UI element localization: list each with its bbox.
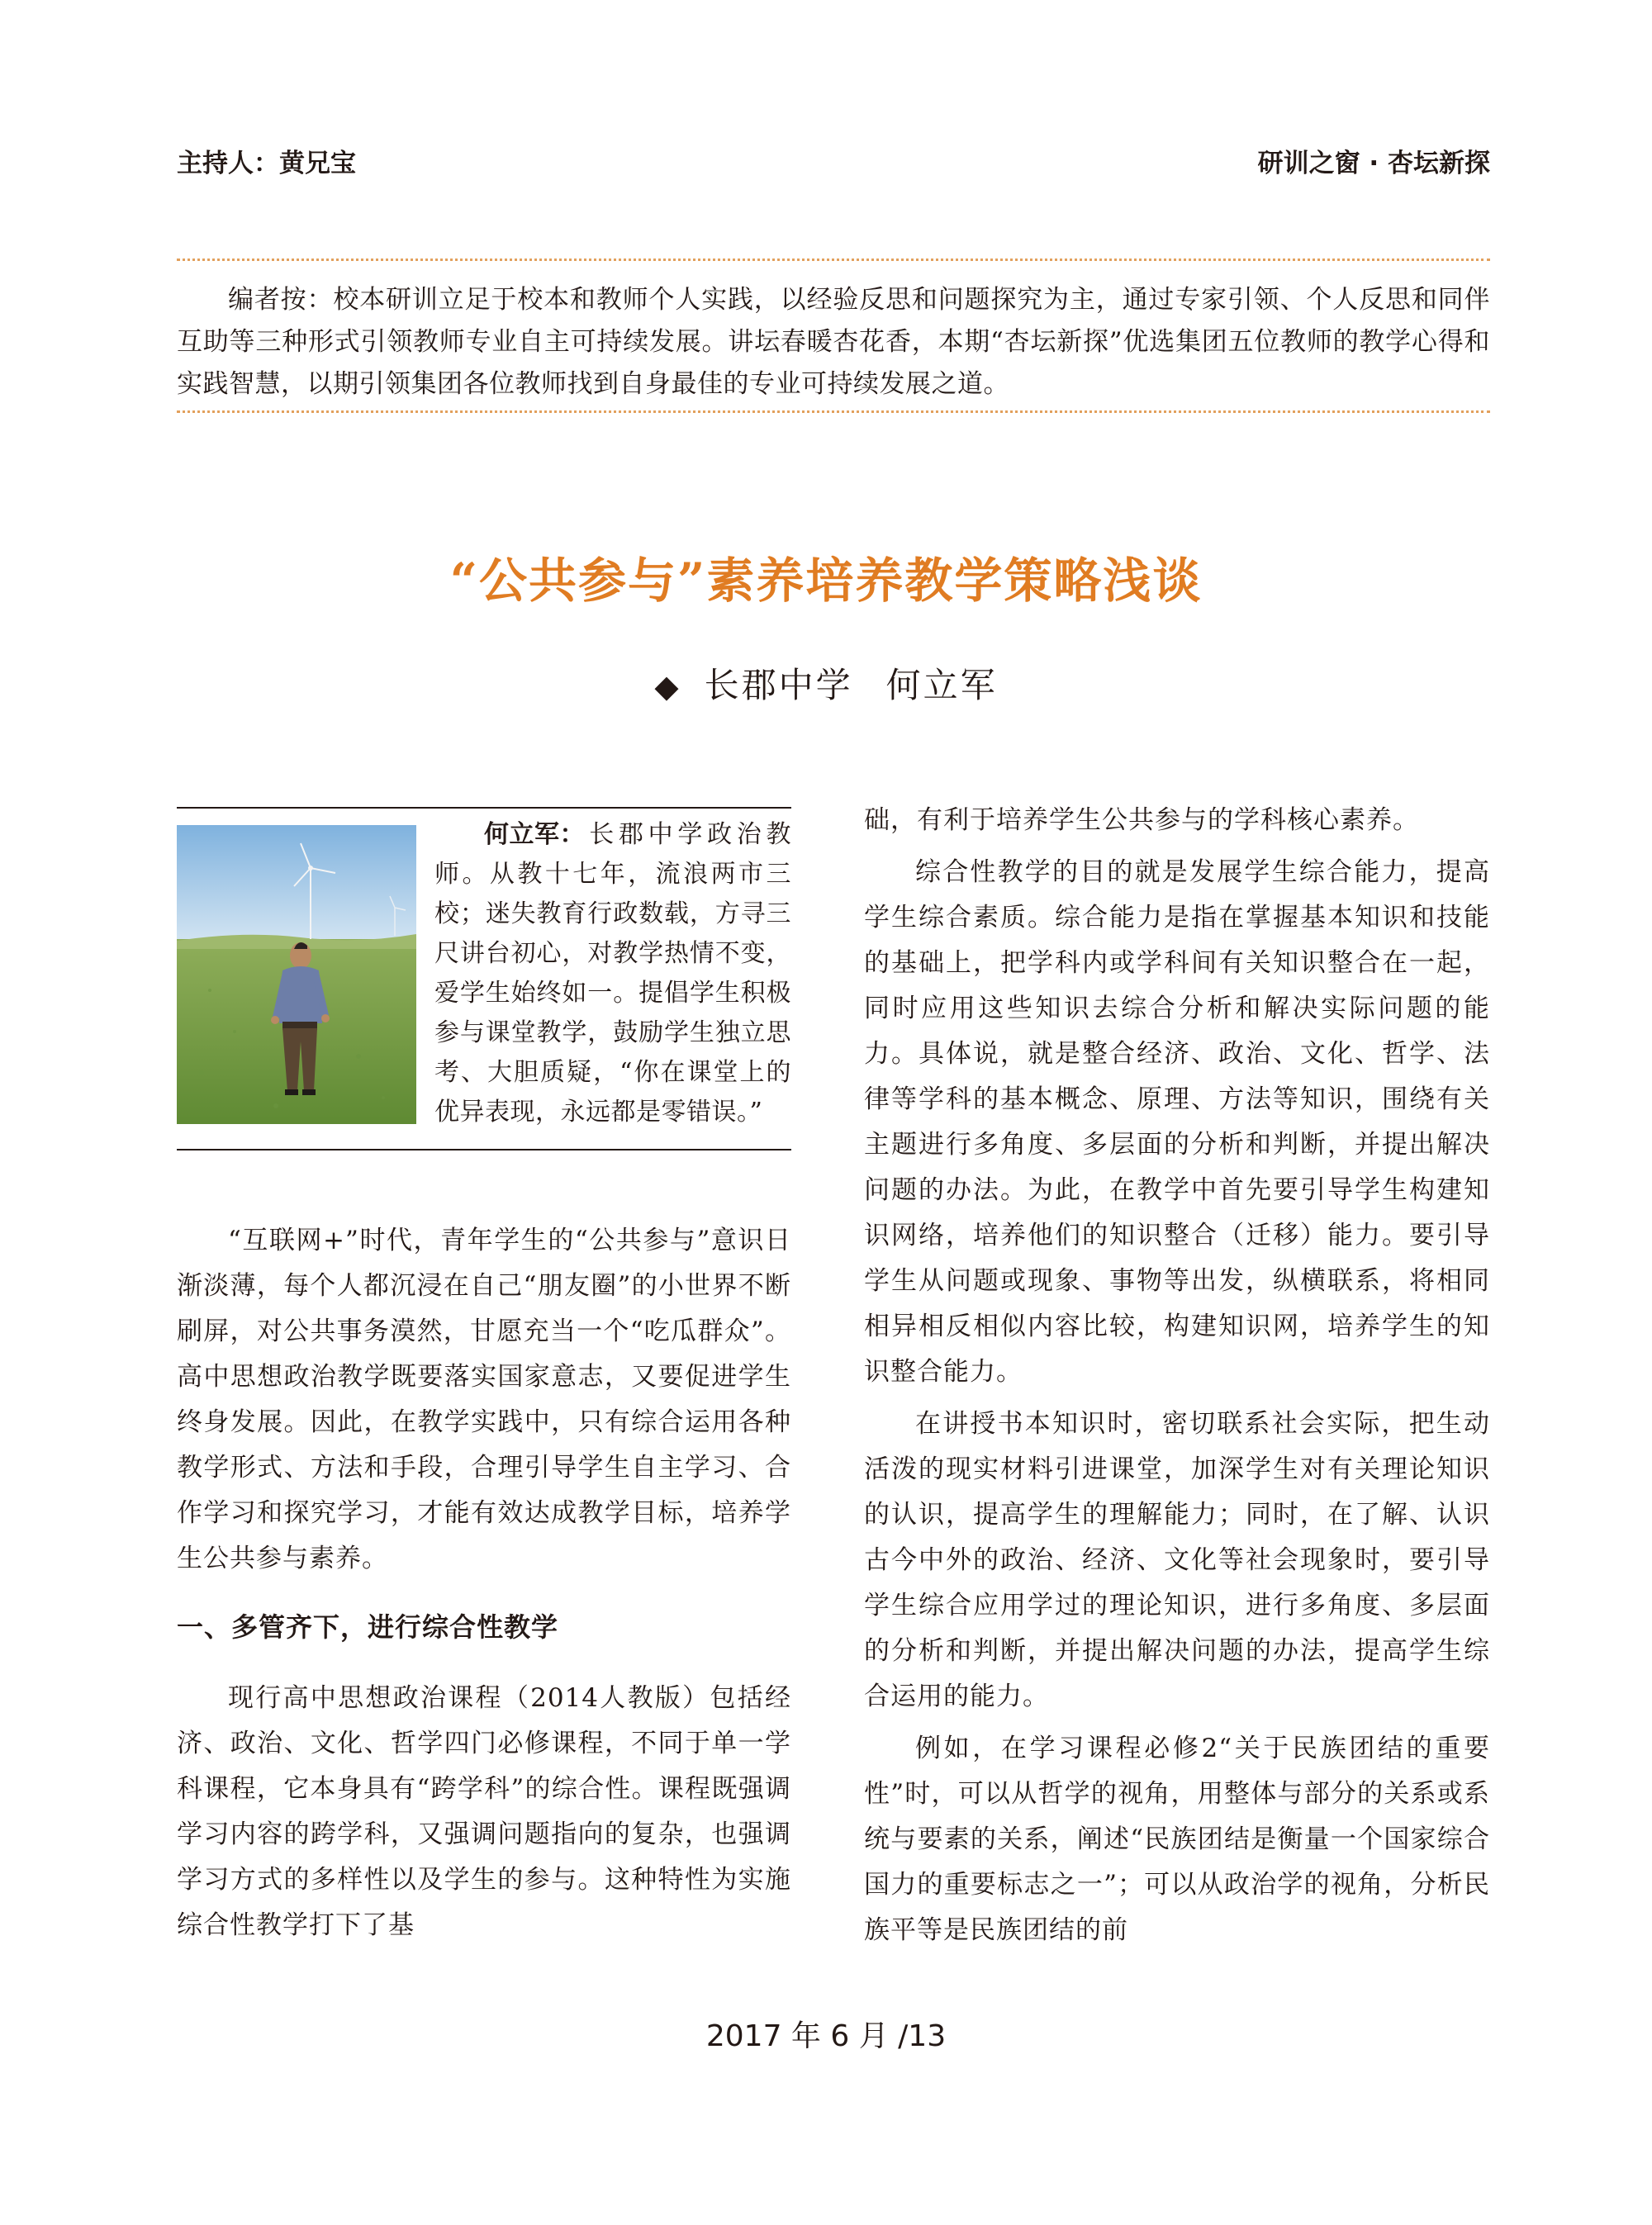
article-byline <box>0 661 1652 711</box>
author-bio-box <box>177 807 791 1150</box>
header-column-name: 研训之窗 · 杏坛新探 <box>1257 149 1490 178</box>
bio-rule-top <box>177 807 791 809</box>
author-school: 长郡中学 <box>704 665 853 705</box>
author-bio <box>434 815 791 1132</box>
paragraph-comprehensive-teaching: 综合性教学的目的就是发展学生综合能力，提高学生综合素质。综合能力是指在掌握基本知识和技能的基础上，把学科内或学科间有关知识整合在一起，同时应用这些知识去综合分析和解决实际问题的能力。具体说，就是整合经济、政治、文化、哲学、法律等学科的基本概念、原理、方法等知识，围绕有关主题进行多角度、多层面的分析和判断，并提出解决问题的办法。为此，在教学中首先要引导学生构建知识网络，培养他们的知识整合（迁移）能力。要引导学生从问题或现象、事物等出发，纵横联系，将相同相异相反相似内容比较，构建知识网，培养学生的知识整合能力。 <box>864 857 1490 1387</box>
page-footer: 2017 年 6 月 /13 <box>705 2019 947 2053</box>
bio-description: 长郡中学政治教师。从教十七年，流浪两市三校；迷失教育行政数载，方寻三尺讲台初心，对教学热情不变，爱学生始终如一。提倡学生积极参与课堂教学，鼓励学生独立思考、大胆质疑，“你在课堂上的优异表现，永远都是零错误。” <box>434 820 791 1127</box>
dotted-divider-bottom <box>177 410 1490 413</box>
paragraph-real-life-materials: 在讲授书本知识时，密切联系社会实际，把生动活泼的现实材料引进课堂，加深学生对有关理论知识的认识，提高学生的理解能力；同时，在了解、认识古今中外的政治、经济、文化等社会现象时，要引导学生综合应用学过的理论知识，进行多角度、多层面的分析和判断，并提出解决问题的办法，提高学生综合运用的能力。 <box>864 1409 1490 1711</box>
header-host: 主持人：黄兄宝 <box>177 149 356 178</box>
paragraph-example: 例如，在学习课程必修2“关于民族团结的重要性”时，可以从哲学的视角，用整体与部分的关系或系统与要素的关系，阐述“民族团结是衡量一个国家综合国力的重要标志之一”；可以从政治学的视角，分析民族平等是民族团结的前 <box>864 1734 1490 1945</box>
section-paragraph: 现行高中思想政治课程（2014人教版）包括经济、政治、文化、哲学四门必修课程，不同于单一学科课程，它本身具有“跨学科”的综合性。课程既强调学习内容的跨学科，又强调问题指向的复杂，也强调学习方式的多样性以及学生的参与。这种特性为实施综合性教学打下了基 <box>177 1683 791 1940</box>
article-title: “公共参与”素养培养教学策略浅谈 <box>449 553 1203 609</box>
left-column <box>177 1218 791 1948</box>
bio-rule-bottom <box>177 1149 791 1150</box>
section-heading: 一、多管齐下，进行综合性教学 <box>177 1611 559 1643</box>
dotted-divider-top <box>177 259 1490 261</box>
author-photo <box>177 825 416 1124</box>
continued-paragraph: 础，有利于培养学生公共参与的学科核心素养。 <box>864 805 1419 835</box>
diamond-icon: ◆ <box>654 668 681 705</box>
right-column <box>864 798 1490 1953</box>
intro-paragraph: “互联网+”时代，青年学生的“公共参与”意识日渐淡薄，每个人都沉浸在自己“朋友圈”的小世界不断刷屏，对公共事务漠然，甘愿充当一个“吃瓜群众”。高中思想政治教学既要落实国家意志，又要促进学生终身发展。因此，在教学实践中，只有综合运用各种教学形式、方法和手段，合理引导学生自主学习、合作学习和探究学习，才能有效达成教学目标，培养学生公共参与素养。 <box>177 1226 791 1573</box>
author-name: 何立军 <box>885 665 998 705</box>
bio-author-name: 何立军： <box>484 820 585 849</box>
editor-note: 编者按：校本研训立足于校本和教师个人实践，以经验反思和问题探究为主，通过专家引领、个人反思和同伴互助等三种形式引领教师专业自主可持续发展。讲坛春暖杏花香，本期“杏坛新探”优选集团五位教师的教学心得和实践智慧，以期引领集团各位教师找到自身最佳的专业可持续发展之道。 <box>177 285 1490 399</box>
